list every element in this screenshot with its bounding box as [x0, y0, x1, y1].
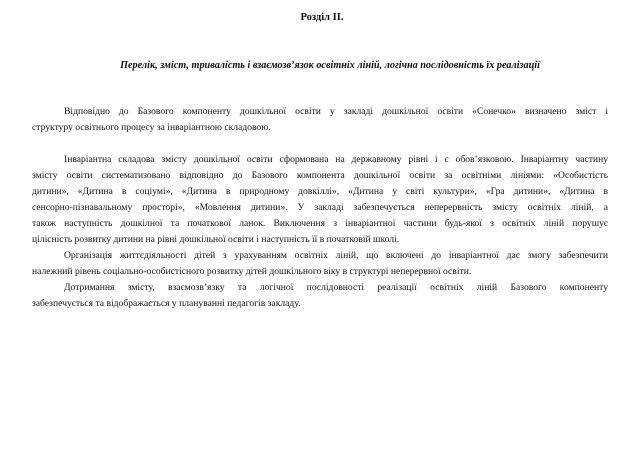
- paragraph-line: структуру освітнього процесу за інваріантною складовою.: [32, 122, 271, 133]
- paragraph-line: Дотримання змісту, взаємозв’язку та логічної послідовності реалізації освітніх ліній Базового компоненту: [64, 282, 608, 293]
- paragraph-3: [32, 248, 608, 280]
- paragraph-line: забезпечується та відображається у плануванні педагогів закладу.: [32, 298, 301, 309]
- paragraph-2: [32, 152, 608, 248]
- list-title: Перелік, зміст, тривалість і взаємозв’язок освітніх ліній, логічна послідовність їх реалізації: [120, 60, 540, 71]
- paragraph-line: Організація життєдіяльності дітей з урахуванням освітніх ліній, що включені до інваріантної дає змогу забезпечити: [64, 250, 608, 261]
- paragraph-line: змісту освіти систематизовано відповідно до Базового компонента дошкільної освіти за освітніми лініями: «Особистість: [32, 170, 608, 181]
- paragraph-line: також наступність дошкілної та початкової ланок. Виключення з інваріантної частини будь-якої з освітніх ліній порушує: [32, 218, 608, 229]
- paragraph-line: сенсорно-пізнавальному просторі», «Мовлення дитини». У закладі забезпечується неперервність змісту освітніх ліній, а: [32, 202, 608, 213]
- paragraph-line: дитини», «Дитина в соціумі», «Дитина в природному довкіллі», «Дитина у світі культури», «Гра дитини», «Дитина в: [32, 186, 608, 197]
- paragraph-1: [32, 104, 608, 136]
- paragraph-line: цілісність розвитку дитини на рівні дошкільної освіти і наступність її в початковій школі.: [32, 234, 400, 245]
- paragraph-line: Відповідно до Базового компоненту дошкільної освіти у закладі дошкільної освіти «Сонечко» визначено зміст і: [64, 106, 608, 117]
- paragraph-4: [32, 280, 608, 312]
- section-title: Розділ II.: [300, 12, 344, 23]
- paragraph-line: належний рівень соціально-особистісного розвитку дітей дошкільного віку в структурі неперервної освіти.: [32, 266, 472, 277]
- paragraph-line: Інваріантна складова змісту дошкільної освіти сформована на державному рівні і є обов’язковою. Інваріантну частину: [64, 154, 608, 165]
